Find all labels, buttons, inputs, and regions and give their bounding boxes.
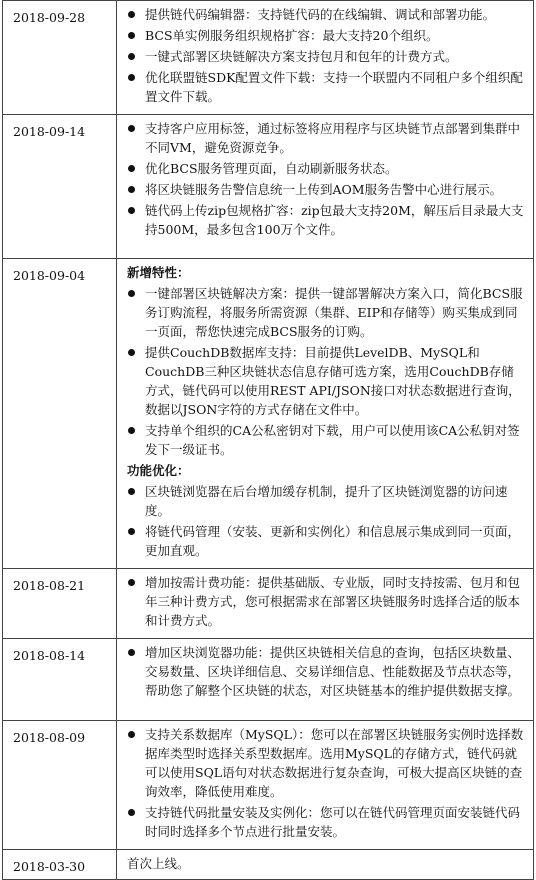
list-item-text: BCS单实例服务组织规格扩容：最大支持20个组织。 <box>145 28 439 43</box>
release-notes <box>117 1 534 115</box>
release-date: 2018-08-09 <box>3 721 117 850</box>
list-item <box>127 482 525 520</box>
feature-list <box>127 482 525 560</box>
list-item-text: 支持链代码批量安装及实例化：您可以在链代码管理页面安装链代码时同时选择多个节点进行批量安装。 <box>145 805 521 839</box>
list-item-text: 优化联盟链SDK配置文件下载：支持一个联盟内不同租户多个组织配置文件下载。 <box>145 70 523 104</box>
feature-list <box>127 725 525 841</box>
release-notes <box>117 850 534 880</box>
list-item <box>127 47 525 66</box>
list-item-text: 一键式部署区块链解决方案支持包月和包年的计费方式。 <box>145 49 458 64</box>
list-item-text: 增加按需计费功能：提供基础版、专业版，同时支持按需、包月和包年三种计费方式，您可根据需求在部署区块链服务时选择合适的版本和计费方式。 <box>145 575 521 628</box>
bullet-icon <box>128 165 135 172</box>
table-row <box>3 721 534 850</box>
bullet-icon <box>128 731 135 738</box>
bullet-icon <box>128 207 135 214</box>
release-history-table <box>2 0 534 880</box>
section-title-new-features: 新增特性： <box>127 265 190 280</box>
bullet-icon <box>128 125 135 132</box>
release-notes <box>117 259 534 569</box>
list-item <box>127 343 525 419</box>
list-item <box>127 201 525 239</box>
list-item-text: 支持单个组织的CA公私密钥对下载，用户可以使用该CA公私钥对签发下一级证书。 <box>145 423 520 457</box>
list-item <box>127 522 525 560</box>
bullet-icon <box>128 488 135 495</box>
list-item <box>127 284 525 341</box>
bullet-icon <box>128 528 135 535</box>
feature-list <box>127 643 525 700</box>
list-item-text: 增加区块浏览器功能：提供区块链相关信息的查询，包括区块数量、交易数量、区块详细信息、交易详细信息、性能数据及节点状态等，帮助您了解整个区块链的状态，对区块链基本的维护提供数据支撑。 <box>145 645 521 698</box>
list-item-text: 支持客户应用标签，通过标签将应用程序与区块链节点部署到集群中不同VM，避免资源竞争。 <box>145 121 521 155</box>
bullet-icon <box>128 74 135 81</box>
list-item-text: 提供链代码编辑器：支持链代码的在线编辑、调试和部署功能。 <box>145 7 496 22</box>
list-item-text: 支持关系数据库（MySQL）：您可以在部署区块链服务实例时选择数据库类型时选择关系型数据库。选用MySQL的存储方式，链代码就可以使用SQL语句对状态数据进行复杂查询，可极大提高区块链的查询效率，降低使用难度。 <box>145 727 524 799</box>
list-item <box>127 159 525 178</box>
bullet-icon <box>128 11 135 18</box>
bullet-icon <box>128 186 135 193</box>
bullet-icon <box>128 649 135 656</box>
list-item <box>127 643 525 700</box>
list-item <box>127 26 525 45</box>
list-item-text: 提供CouchDB数据库支持：目前提供LevelDB、MySQL和CouchDB三种区块链状态信息存储可选方案，选用CouchDB存储方式，链代码可以使用REST API/JSON接口对状态数据进行查询，数据以JSON字符的方式存储在文件中。 <box>145 345 521 417</box>
release-date: 2018-09-04 <box>3 259 117 569</box>
table-row <box>3 259 534 569</box>
feature-list <box>127 573 525 630</box>
list-item-text: 区块链浏览器在后台增加缓存机制，提升了区块链浏览器的访问速度。 <box>145 484 508 518</box>
feature-list <box>127 119 525 239</box>
release-date: 2018-09-28 <box>3 1 117 115</box>
bullet-icon <box>128 349 135 356</box>
bullet-icon <box>128 427 135 434</box>
list-item <box>127 68 525 106</box>
list-item <box>127 5 525 24</box>
list-item-text: 链代码上传zip包规格扩容：zip包最大支持20M，解压后目录最大支持500M，最多包含100万个文件。 <box>145 203 524 237</box>
bullet-icon <box>128 809 135 816</box>
list-item-text: 将链代码管理（安装、更新和实例化）和信息展示集成到同一页面，更加直观。 <box>145 524 521 558</box>
release-notes <box>117 721 534 850</box>
release-date: 2018-08-14 <box>3 639 117 721</box>
feature-list <box>127 284 525 459</box>
section-title-optimizations: 功能优化： <box>127 463 190 478</box>
release-date: 2018-03-30 <box>3 850 117 880</box>
list-item <box>127 803 525 841</box>
list-item <box>127 421 525 459</box>
release-notes <box>117 115 534 259</box>
list-item <box>127 119 525 157</box>
table-row <box>3 850 534 880</box>
list-item-text: 将区块链服务告警信息统一上传到AOM服务告警中心进行展示。 <box>145 182 503 197</box>
table-row <box>3 569 534 639</box>
table-row <box>3 1 534 115</box>
bullet-icon <box>128 53 135 60</box>
release-date: 2018-08-21 <box>3 569 117 639</box>
feature-list <box>127 5 525 106</box>
release-notes <box>117 639 534 721</box>
list-item-text: 优化BCS服务管理页面，自动刷新服务状态。 <box>145 161 398 176</box>
table-row <box>3 115 534 259</box>
bullet-icon <box>128 579 135 586</box>
release-note-text: 首次上线。 <box>127 856 190 871</box>
release-date: 2018-09-14 <box>3 115 117 259</box>
list-item <box>127 725 525 801</box>
list-item <box>127 573 525 630</box>
table-row <box>3 639 534 721</box>
release-notes <box>117 569 534 639</box>
list-item <box>127 180 525 199</box>
list-item-text: 一键部署区块链解决方案：提供一键部署解决方案入口，简化BCS服务订购流程，将服务所需资源（集群、EIP和存储等）购买集成到同一页面，帮您快速完成BCS服务的订购。 <box>145 286 523 339</box>
bullet-icon <box>128 32 135 39</box>
bullet-icon <box>128 290 135 297</box>
